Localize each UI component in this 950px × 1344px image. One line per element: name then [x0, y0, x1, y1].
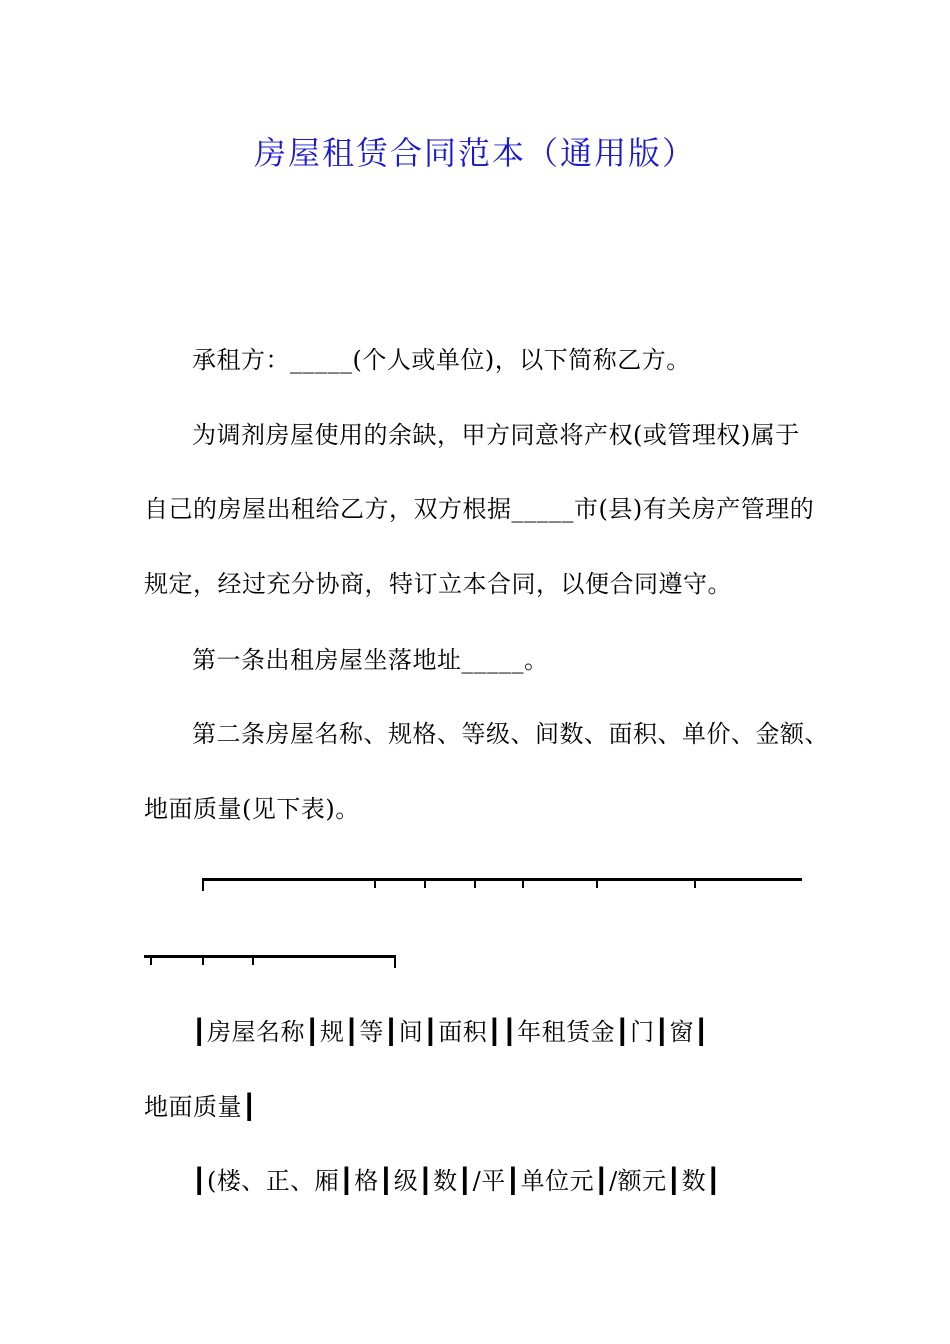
- paragraph-line: 承租方：_____(个人或单位)，以下简称乙方。: [192, 346, 691, 374]
- table-row: 地面质量┃: [144, 1093, 257, 1121]
- paragraph-line: 第一条出租房屋坐落地址_____。: [192, 646, 549, 674]
- table-row: ┃(楼、正、厢┃格┃级┃数┃/平┃单位元┃/额元┃数┃: [192, 1167, 722, 1195]
- paragraph-line: 自己的房屋出租给乙方，双方根据_____市(县)有关房产管理的: [144, 495, 815, 523]
- paragraph-line: 规定，经过充分协商，特订立本合同，以便合同遵守。: [144, 570, 732, 598]
- paragraph-line: 地面质量(见下表)。: [144, 795, 360, 823]
- paragraph-line: 为调剂房屋使用的余缺，甲方同意将产权(或管理权)属于: [192, 421, 800, 449]
- table-row: ┃房屋名称┃规┃等┃间┃面积┃┃年租赁金┃门┃窗┃: [192, 1018, 709, 1046]
- paragraph-line: 第二条房屋名称、规格、等级、间数、面积、单价、金额、: [192, 720, 829, 748]
- document-title: 房屋租赁合同范本（通用版）: [253, 134, 696, 172]
